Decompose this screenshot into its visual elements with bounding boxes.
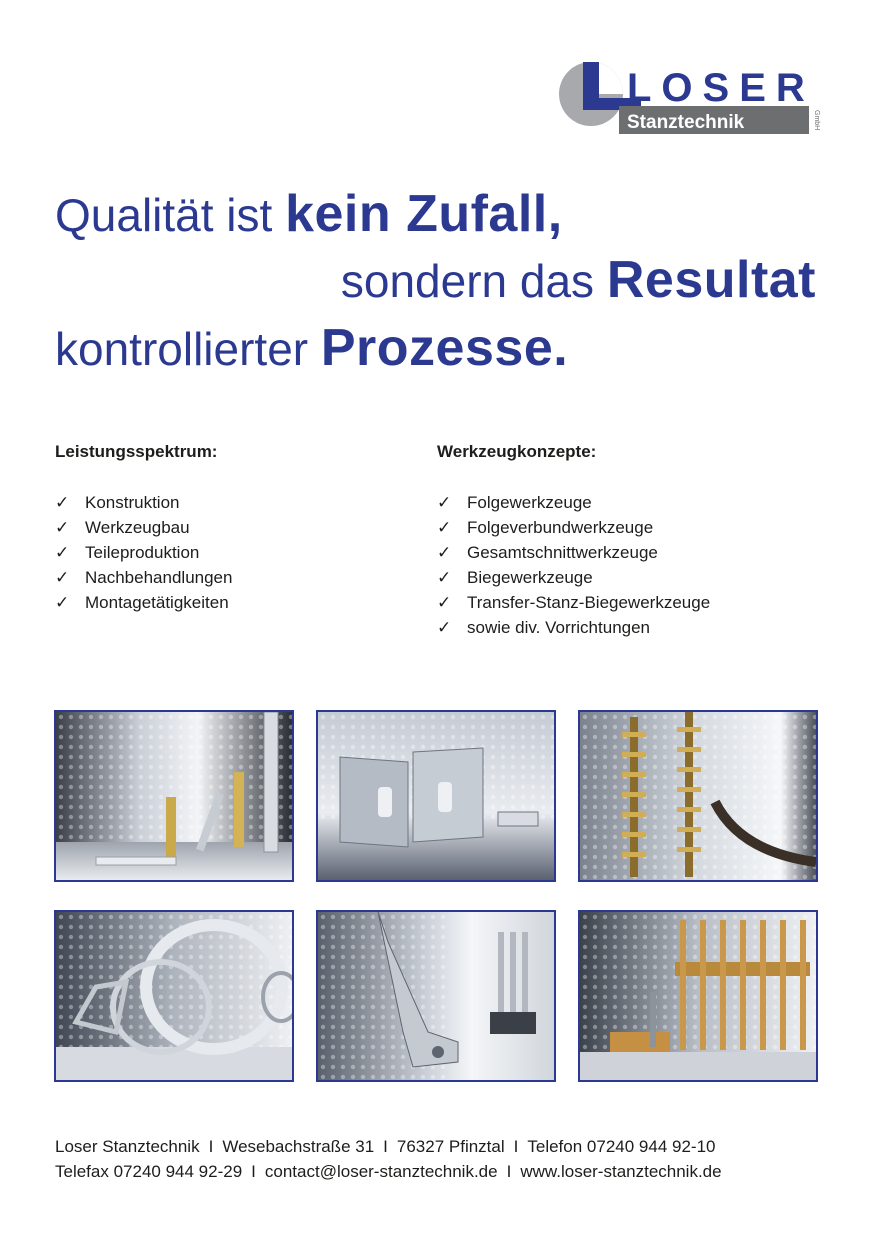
headline-line-3: kontrollierter Prozesse. xyxy=(55,319,569,377)
check-icon: ✓ xyxy=(437,618,452,637)
separator: I xyxy=(383,1137,388,1156)
website-link[interactable]: www.loser-stanztechnik.de xyxy=(520,1162,722,1181)
separator: I xyxy=(506,1162,512,1181)
check-icon: ✓ xyxy=(55,568,70,587)
logo-name: LOSER xyxy=(627,66,815,110)
photo-stamped-rings xyxy=(54,910,294,1082)
separator: I xyxy=(513,1137,519,1156)
separator: I xyxy=(208,1137,214,1156)
check-icon: ✓ xyxy=(437,543,452,562)
street-address: Wesebachstraße 31 xyxy=(222,1137,375,1156)
services-list xyxy=(55,490,232,615)
list-item: ✓ Transfer-Stanz-Biegewerkzeuge xyxy=(437,590,710,615)
check-icon: ✓ xyxy=(55,493,70,512)
photo-stamped-contact-pins xyxy=(54,710,294,882)
check-icon: ✓ xyxy=(437,568,452,587)
tools-section xyxy=(437,442,710,640)
services-heading: Leistungsspektrum: xyxy=(55,442,218,461)
list-item: ✓ sowie div. Vorrichtungen xyxy=(437,615,710,640)
check-icon: ✓ xyxy=(437,493,452,512)
services-section xyxy=(55,442,232,615)
postal-city: 76327 Pfinztal xyxy=(396,1137,505,1156)
list-item: ✓ Konstruktion xyxy=(55,490,232,515)
separator: I xyxy=(251,1162,256,1181)
photo-bent-metal-brackets xyxy=(316,710,556,882)
tools-list xyxy=(437,490,710,640)
contact-footer xyxy=(55,1134,855,1184)
email-link[interactable]: contact@loser-stanztechnik.de xyxy=(264,1162,498,1181)
headline-line-2: sondern das Resultat xyxy=(340,251,816,309)
phone-number: Telefon 07240 944 92-10 xyxy=(527,1137,716,1156)
company-name: Loser Stanztechnik xyxy=(55,1137,200,1156)
check-icon: ✓ xyxy=(55,518,70,537)
check-icon: ✓ xyxy=(55,593,70,612)
list-item: ✓ Montagetätigkeiten xyxy=(55,590,232,615)
list-item: ✓ Werkzeugbau xyxy=(55,515,232,540)
headline-line-1: Qualität ist kein Zufall, xyxy=(55,185,563,243)
list-item: ✓ Folgeverbundwerkzeuge xyxy=(437,515,710,540)
footer-line-2 xyxy=(55,1159,855,1184)
list-item: ✓ Folgewerkzeuge xyxy=(437,490,710,515)
check-icon: ✓ xyxy=(437,593,452,612)
logo-subtitle: Stanztechnik xyxy=(627,112,745,133)
tools-heading: Werkzeugkonzepte: xyxy=(437,442,597,461)
photo-gold-contact-strips xyxy=(578,710,818,882)
fax-number: Telefax 07240 944 92-29 xyxy=(55,1162,243,1181)
check-icon: ✓ xyxy=(55,543,70,562)
list-item: ✓ Teileproduktion xyxy=(55,540,232,565)
photo-gold-pin-connectors xyxy=(578,910,818,1082)
company-logo xyxy=(557,60,821,140)
footer-line-1 xyxy=(55,1134,855,1159)
list-item: ✓ Nachbehandlungen xyxy=(55,565,232,590)
list-item: ✓ Biegewerkzeuge xyxy=(437,565,710,590)
photo-bent-wire-parts xyxy=(316,910,556,1082)
check-icon: ✓ xyxy=(437,518,452,537)
list-item: ✓ Gesamtschnittwerkzeuge xyxy=(437,540,710,565)
logo-legal: GmbH xyxy=(813,110,820,131)
